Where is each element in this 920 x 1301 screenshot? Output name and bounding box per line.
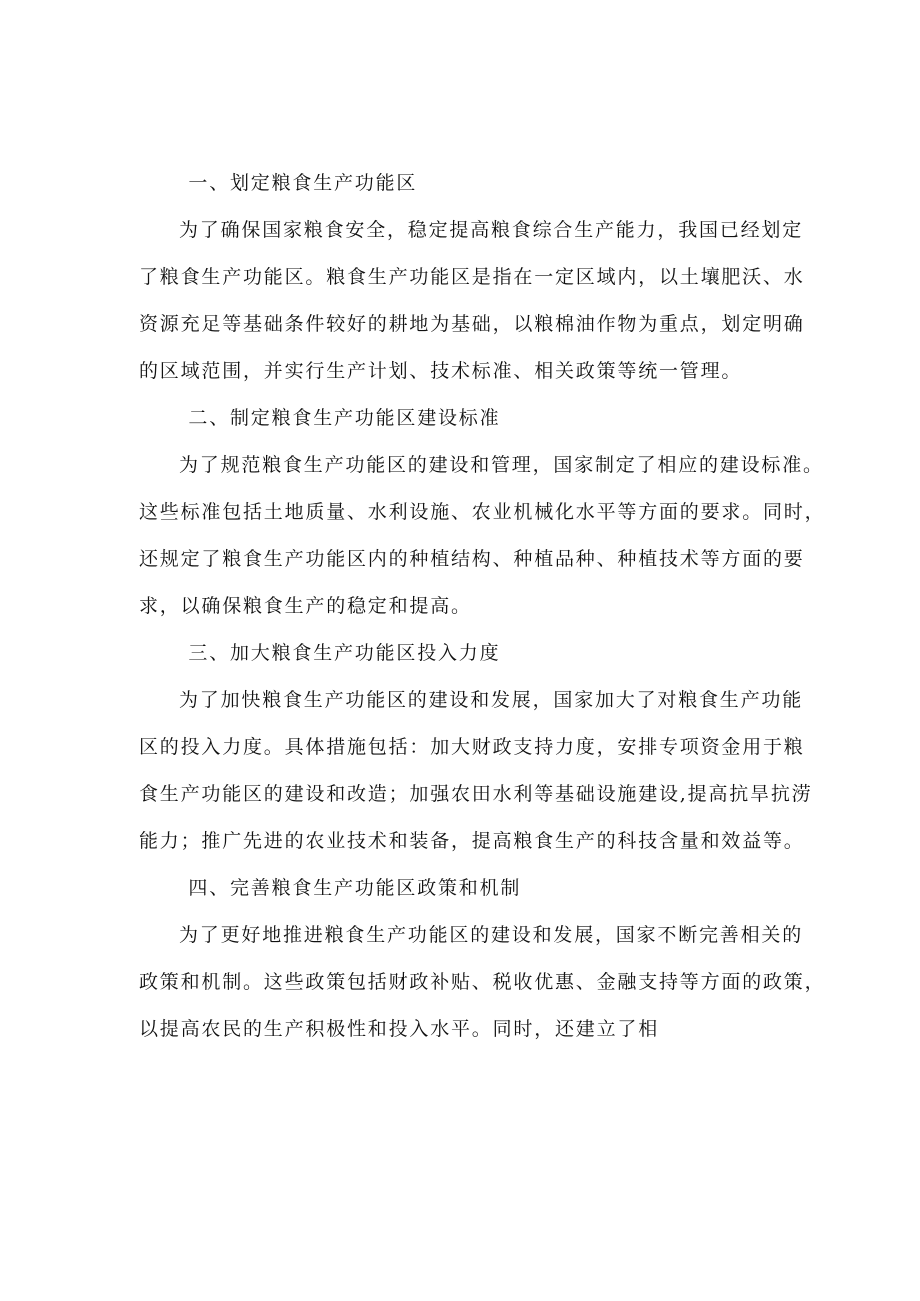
paragraph-line: 求，以确保粮食生产的稳定和提高。 xyxy=(139,595,472,617)
paragraph-line: 了粮食生产功能区。粮食生产功能区是指在一定区域内，以土壤肥沃、水 xyxy=(139,266,805,288)
paragraph-line: 区的投入力度。具体措施包括：加大财政支持力度，安排专项资金用于粮 xyxy=(139,736,805,758)
section-paragraph-1 xyxy=(139,207,805,395)
paragraph-line: 为了确保国家粮食安全，稳定提高粮食综合生产能力，我国已经划定 xyxy=(179,219,804,241)
section-paragraph-4 xyxy=(139,912,826,1053)
section-heading-3: 三、加大粮食生产功能区投入力度 xyxy=(188,642,501,664)
paragraph-line: 以提高农民的生产积极性和投入水平。同时，还建立了相 xyxy=(139,1018,660,1040)
paragraph-line: 还规定了粮食生产功能区内的种植结构、种植品种、种植技术等方面的要 xyxy=(139,548,805,570)
section-heading-1: 一、划定粮食生产功能区 xyxy=(188,172,418,194)
section-paragraph-3 xyxy=(139,677,813,865)
paragraph-line: 政策和机制。这些政策包括财政补贴、税收优惠、金融支持等方面的政策， xyxy=(139,971,826,993)
paragraph-line: 为了加快粮食生产功能区的建设和发展，国家加大了对粮食生产功能 xyxy=(179,689,804,711)
section-heading-4: 四、完善粮食生产功能区政策和机制 xyxy=(188,877,522,899)
paragraph-line: 为了更好地推进粮食生产功能区的建设和发展，国家不断完善相关的 xyxy=(179,924,804,946)
paragraph-line: 为了规范粮食生产功能区的建设和管理，国家制定了相应的建设标准。 xyxy=(179,454,824,476)
section-paragraph-2 xyxy=(139,442,826,630)
document-body xyxy=(139,160,826,1053)
paragraph-line: 这些标准包括土地质量、水利设施、农业机械化水平等方面的要求。同时， xyxy=(139,501,826,523)
paragraph-line: 资源充足等基础条件较好的耕地为基础，以粮棉油作物为重点，划定明确 xyxy=(139,313,805,335)
section-heading-2: 二、制定粮食生产功能区建设标准 xyxy=(188,407,501,429)
paragraph-line: 的区域范围，并实行生产计划、技术标准、相关政策等统一管理。 xyxy=(139,360,743,382)
paragraph-line: 食生产功能区的建设和改造；加强农田水利等基础设施建设,提高抗旱抗涝 xyxy=(139,783,813,805)
paragraph-line: 能力；推广先进的农业技术和装备，提高粮食生产的科技含量和效益等。 xyxy=(139,830,805,852)
